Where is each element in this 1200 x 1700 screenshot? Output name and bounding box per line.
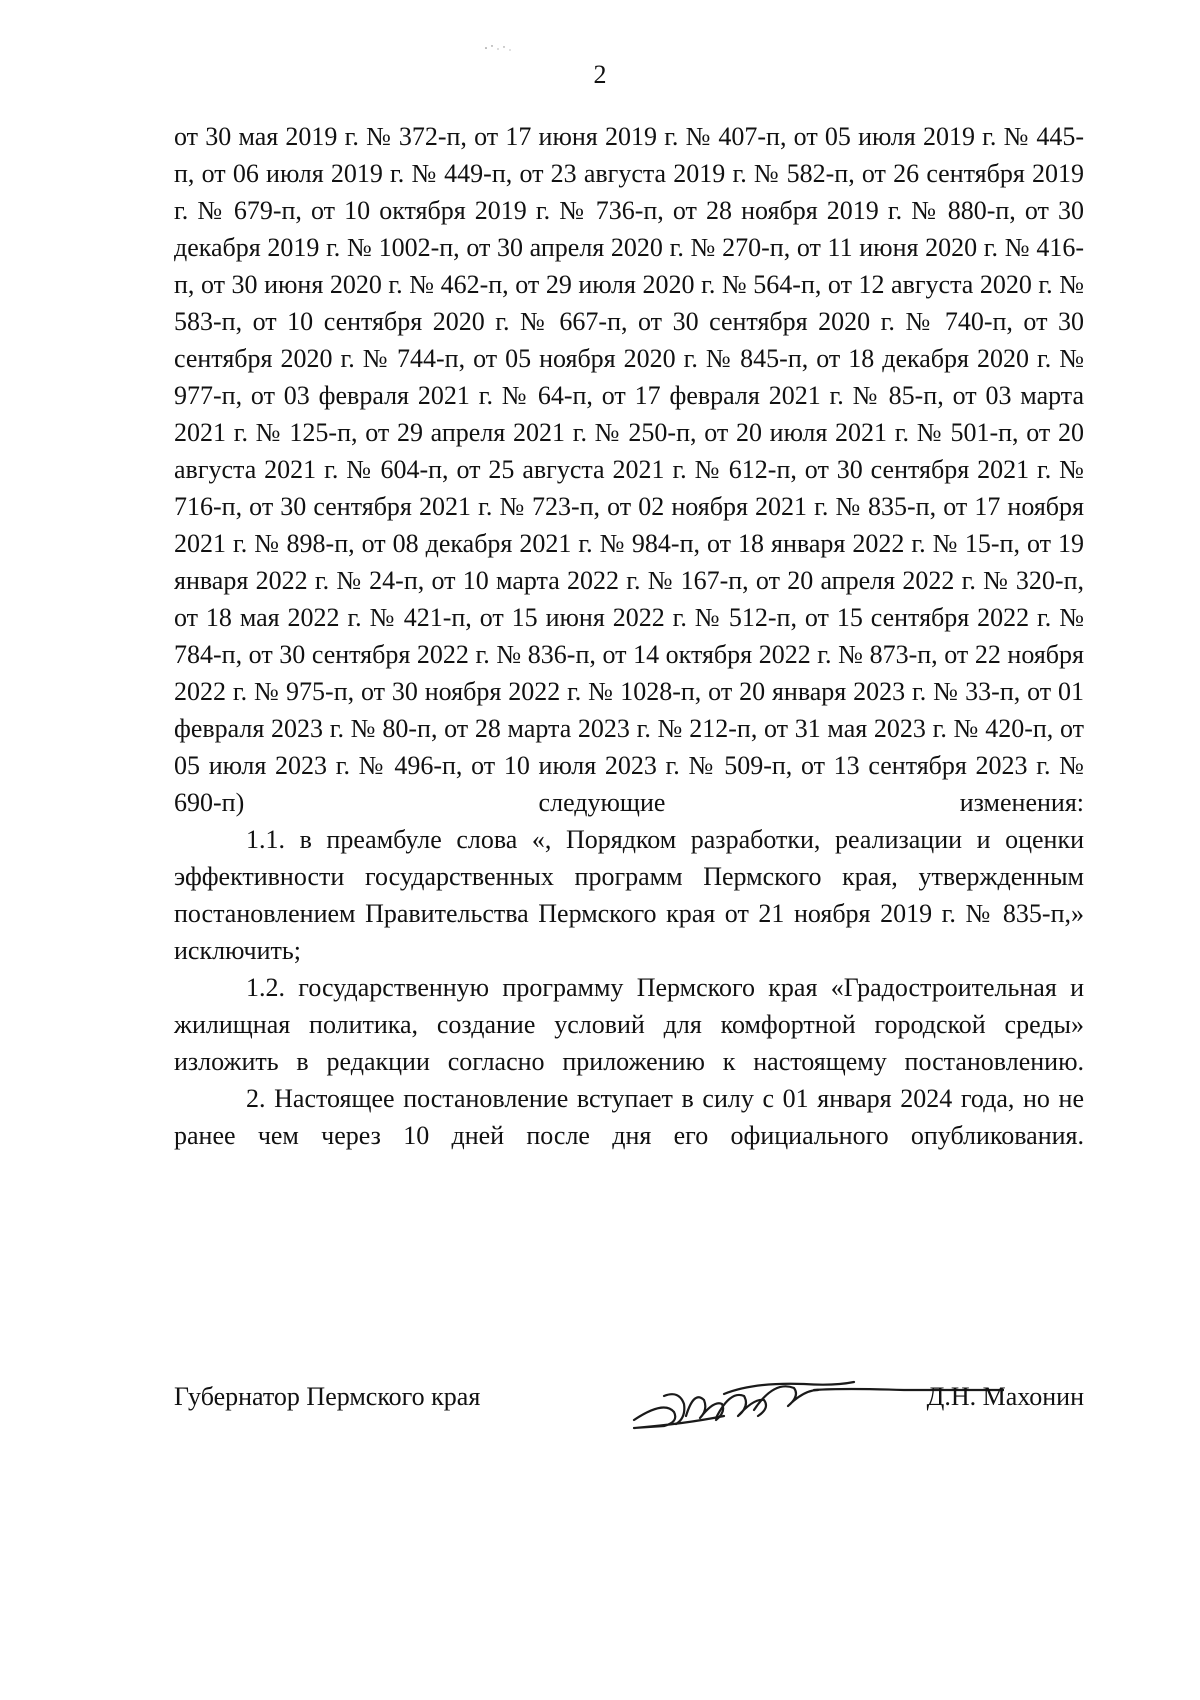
signatory-title: Губернатор Пермского края — [174, 1382, 481, 1411]
signature-block — [174, 1380, 1084, 1460]
paragraph-2: 2. Настоящее постановление вступает в силу с 01 января 2024 года, но не ранее чем через 10 дней после дня его официального опубликования. — [174, 1084, 1084, 1150]
page-number: 2 — [593, 60, 607, 89]
document-body — [174, 118, 1084, 1154]
paragraph-1-1: 1.1. в преамбуле слова «, Порядком разработки, реализации и оценки эффективности государственных программ Пермского края, утвержденным постановлением Правительства Пермского края от 21 ноября 2019 г. № 835-п,» исключить; — [174, 825, 1084, 965]
paragraph-1-2: 1.2. государственную программу Пермского края «Градостроительная и жилищная политика, создание условий для комфортной городской среды» изложить в редакции согласно приложению к настоящему постановлению. — [174, 973, 1084, 1076]
paragraph-amendment-list: от 30 мая 2019 г. № 372-п, от 17 июня 2019 г. № 407-п, от 05 июля 2019 г. № 445-п, от 06 июля 2019 г. № 449-п, от 23 августа 2019 г. № 582-п, от 26 сентября 2019 г. № 679-п, от 10 октября 2019 г. № 736-п, от 28 ноября 2019 г. № 880-п, от 30 декабря 2019 г. № 1002-п, от 30 апреля 2020 г. № 270-п, от 11 июня 2020 г. № 416-п, от 30 июня 2020 г. № 462-п, от 29 июля 2020 г. № 564-п, от 12 августа 2020 г. № 583-п, от 10 сентября 2020 г. № 667-п, от 30 сентября 2020 г. № 740-п, от 30 сентября 2020 г. № 744-п, от 05 ноября 2020 г. № 845-п, от 18 декабря 2020 г. № 977-п, от 03 февраля 2021 г. № 64-п, от 17 февраля 2021 г. № 85-п, от 03 марта 2021 г. № 125-п, от 29 апреля 2021 г. № 250-п, от 20 июля 2021 г. № 501-п, от 20 августа 2021 г. № 604-п, от 25 августа 2021 г. № 612-п, от 30 сентября 2021 г. № 716-п, от 30 сентября 2021 г. № 723-п, от 02 ноября 2021 г. № 835-п, от 17 ноября 2021 г. № 898-п, от 08 декабря 2021 г. № 984-п, от 18 января 2022 г. № 15-п, от 19 января 2022 г. № 24-п, от 10 марта 2022 г. № 167-п, от 20 апреля 2022 г. № 320-п, от 18 мая 2022 г. № 421-п, от 15 июня 2022 г. № 512-п, от 15 сентября 2022 г. № 784-п, от 30 сентября 2022 г. № 836-п, от 14 октября 2022 г. № 873-п, от 22 ноября 2022 г. № 975-п, от 30 ноября 2022 г. № 1028-п, от 20 января 2023 г. № 33-п, от 01 февраля 2023 г. № 80-п, от 28 марта 2023 г. № 212-п, от 31 мая 2023 г. № 420-п, от 05 июля 2023 г. № 496-п, от 10 июля 2023 г. № 509-п, от 13 сентября 2023 г. № 690-п) следующие изменения: — [174, 122, 1084, 817]
signatory-name: Д.Н. Махонин — [926, 1382, 1084, 1411]
